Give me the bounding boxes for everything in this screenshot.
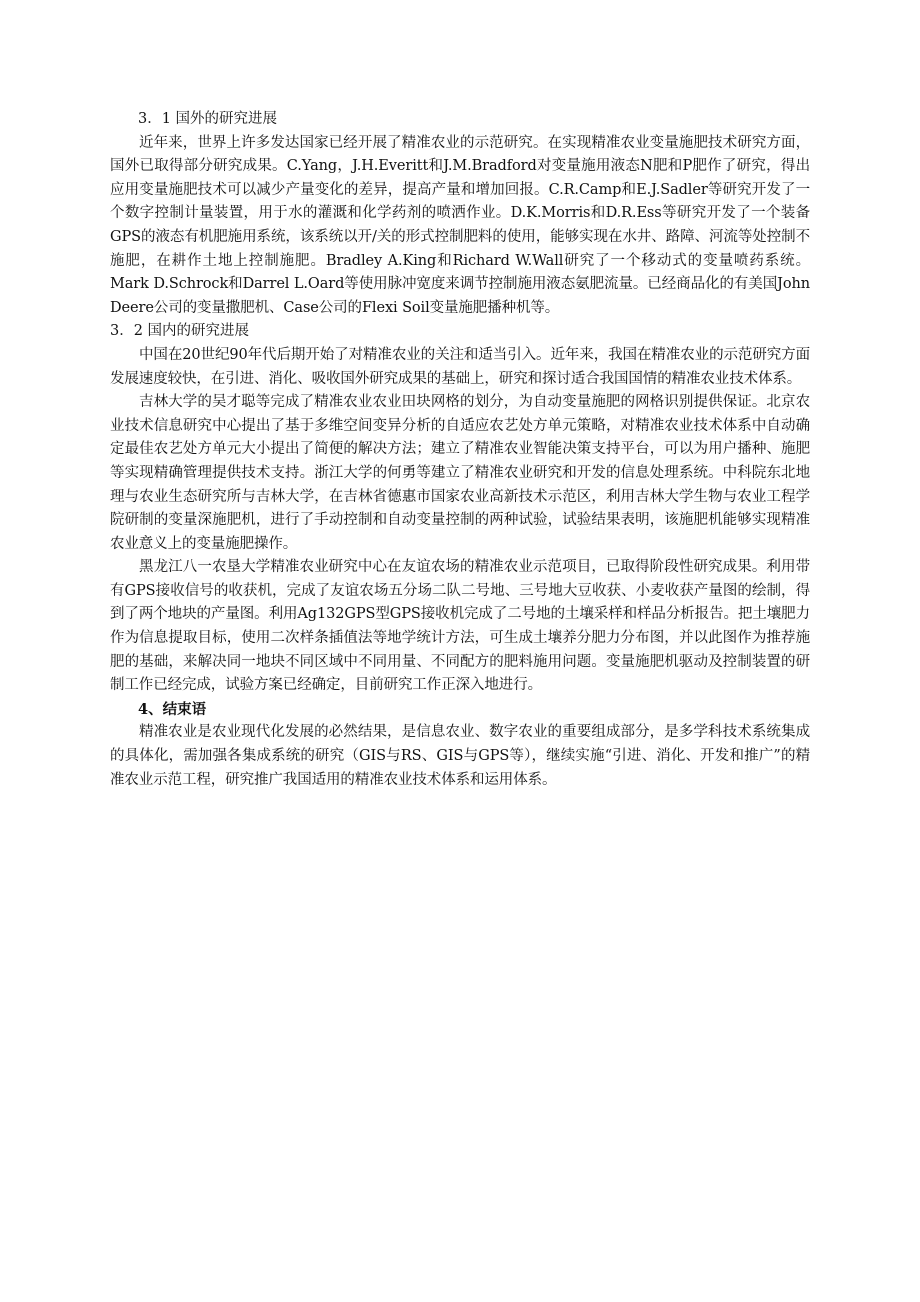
section-heading-3-2: 3．2 国内的研究进展 [110, 323, 250, 340]
paragraph: 黑龙江八一农垦大学精准农业研究中心在友谊农场的精准农业示范项目，已取得阶段性研究成果。利用带有GPS接收信号的收获机，完成了友谊农场五分场二队二号地、三号地大豆收获、小麦收获产量图的绘制，得到了两个地块的产量图。利用Ag132GPS型GPS接收机完成了二号地的土壤采样和样品分析报告。把土壤肥力作为信息提取目标，使用二次样条插值法等地学统计方法，可生成土壤养分肥力分布图，并以此图作为推荐施肥的基础，来解决同一地块不同区域中不同用量、不同配方的肥料施用问题。变量施肥机驱动及控制装置的研制工作已经完成，试验方案已经确定，目前研究工作正深入地进行。 [110, 559, 810, 694]
paragraph: 中国在20世纪90年代后期开始了对精准农业的关注和适当引入。近年来，我国在精准农业的示范研究方面发展速度较快，在引进、消化、吸收国外研究成果的基础上，研究和探讨适合我国国情的精准农业技术体系。 [110, 346, 810, 387]
paragraph: 近年来，世界上许多发达国家已经开展了精准农业的示范研究。在实现精准农业变量施肥技术研究方面，国外已取得部分研究成果。C.Yang，J.H.Everitt和J.M.Bradford对变量施用液态N肥和P肥作了研究，得出应用变量施肥技术可以减少产量变化的差异，提高产量和增加回报。C.R.Camp和E.J.Sadler等研究开发了一个数字控制计量装置，用于水的灌溉和化学药剂的喷洒作业。D.K.Morris和D.R.Ess等研究开发了一个装备GPS的液态有机肥施用系统，该系统以开/关的形式控制肥料的使用，能够实现在水井、路障、河流等处控制不施肥，在耕作土地上控制施肥。Bradley A.King和Richard W.Wall研究了一个移动式的变量喷药系统。Mark D.Schrock和Darrel L.Oard等使用脉冲宽度来调节控制施用液态氨肥流量。已经商品化的有美国John Deere公司的变量撒肥机、Case公司的Flexi Soil变量施肥播种机等。 [110, 134, 810, 316]
document-body [110, 108, 810, 792]
section-heading-conclusion: 4、结束语 [138, 700, 207, 718]
paragraph: 精准农业是农业现代化发展的必然结果，是信息农业、数字农业的重要组成部分，是多学科技术系统集成的具体化，需加强各集成系统的研究（GIS与RS、GIS与GPS等），继续实施“引进、消化、开发和推广”的精准农业示范工程，研究推广我国适用的精准农业技术体系和运用体系。 [110, 724, 810, 788]
section-heading-3-1: 3．1 国外的研究进展 [138, 111, 278, 127]
paragraph: 吉林大学的吴才聪等完成了精准农业农业田块网格的划分，为自动变量施肥的网格识别提供保证。北京农业技术信息研究中心提出了基于多维空间变异分析的自适应农艺处方单元策略，对精准农业技术体系中自动确定最佳农艺处方单元大小提出了简便的解决方法；建立了精准农业智能决策支持平台，可以为用户播种、施肥等实现精确管理提供技术支持。浙江大学的何勇等建立了精准农业研究和开发的信息处理系统。中科院东北地理与农业生态研究所与吉林大学，在吉林省德惠市国家农业高新技术示范区，利用吉林大学生物与农业工程学院研制的变量深施肥机，进行了手动控制和自动变量控制的两种试验，试验结果表明，该施肥机能够实现精准农业意义上的变量施肥操作。 [110, 394, 810, 552]
